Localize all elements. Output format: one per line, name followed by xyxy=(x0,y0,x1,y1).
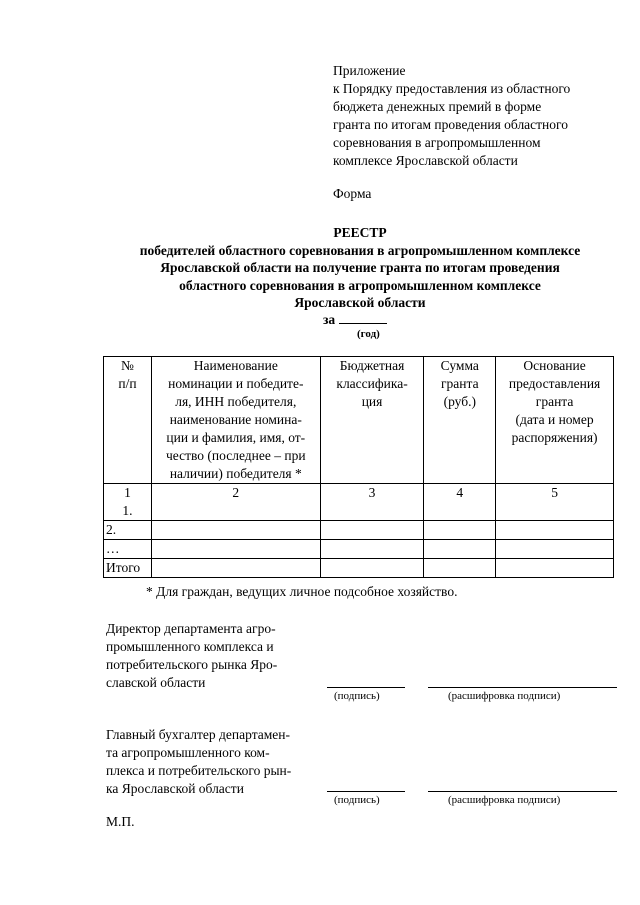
table-cell: 4 xyxy=(424,484,496,521)
title-line: Ярославской области xyxy=(294,295,426,310)
footnote: * Для граждан, ведущих личное подсобное хозяйство. xyxy=(146,584,458,599)
signatory-director: Директор департамента агро- промышленного комплекса и потребительского рынка Яро- славской области xyxy=(106,621,278,690)
table-cell: 2. xyxy=(104,521,152,540)
appendix-line: бюджета денежных премий в форме xyxy=(333,99,542,114)
signature-line xyxy=(327,687,405,688)
period-blank xyxy=(339,311,387,324)
appendix-line: соревнования в агропромышленном xyxy=(333,135,541,150)
header-cell-number: № п/п xyxy=(104,357,152,484)
table-row xyxy=(104,521,614,540)
signature-decode-caption: (расшифровка подписи) xyxy=(448,794,561,806)
period-caption: (год) xyxy=(357,328,380,340)
table-cell xyxy=(496,521,614,540)
table-cell xyxy=(320,559,424,578)
table-cell xyxy=(424,559,496,578)
signature-decode-line xyxy=(428,687,617,688)
table-row xyxy=(104,484,614,521)
title-line: победителей областного соревнования в агропромышленном комплексе xyxy=(139,242,581,258)
signature-decode-caption: (расшифровка подписи) xyxy=(448,690,561,702)
table-cell: 3 xyxy=(320,484,424,521)
period-prefix: за xyxy=(323,312,336,327)
header-cell-grant-amount: Сумма гранта (руб.) xyxy=(424,357,496,484)
table-cell xyxy=(320,540,424,559)
table-cell: 5 xyxy=(496,484,614,521)
signatory-chief-accountant: Главный бухгалтер департамен- та агропромышленного ком- плекса и потребительского рын- ка Ярославской области xyxy=(106,727,292,796)
header-cell-budget-classification: Бюджетная классифика- ция xyxy=(320,357,424,484)
header-cell-basis: Основание предоставления гранта (дата и номер распоряжения) xyxy=(496,357,614,484)
title-heading: РЕЕСТР xyxy=(333,225,387,240)
appendix-line: Приложение xyxy=(333,63,406,78)
table-cell xyxy=(151,521,320,540)
appendix-line: к Порядку предоставления из областного xyxy=(333,81,571,96)
registry-table xyxy=(103,356,614,578)
signature-decode-line xyxy=(428,791,617,792)
title-line: Ярославской области на получение гранта по итогам проведения xyxy=(160,260,560,275)
signature-caption: (подпись) xyxy=(334,690,380,702)
stamp-label: М.П. xyxy=(106,814,135,829)
table-cell xyxy=(424,521,496,540)
table-cell xyxy=(151,540,320,559)
appendix-line: комплексе Ярославской области xyxy=(333,153,518,168)
form-label: Форма xyxy=(333,186,372,201)
table-cell xyxy=(496,540,614,559)
table-cell: … xyxy=(104,540,152,559)
document-title xyxy=(100,224,620,312)
signature-line xyxy=(327,791,405,792)
table-row xyxy=(104,540,614,559)
table-cell xyxy=(424,540,496,559)
table-cell: Итого xyxy=(104,559,152,578)
period-line xyxy=(323,311,387,328)
table-cell xyxy=(320,521,424,540)
title-line: областного соревнования в агропромышленном комплексе xyxy=(179,277,541,293)
table-cell: 2 xyxy=(151,484,320,521)
table-cell xyxy=(151,559,320,578)
appendix-note xyxy=(333,62,623,170)
table-cell xyxy=(496,559,614,578)
table-row-total xyxy=(104,559,614,578)
header-cell-nomination: Наименование номинации и победите- ля, ИНН победителя, наименование номина- ции и фамилия, имя, от- чество (последнее – при наличии) победителя * xyxy=(151,357,320,484)
signature-caption: (подпись) xyxy=(334,794,380,806)
appendix-line: гранта по итогам проведения областного xyxy=(333,117,568,132)
table-header-row xyxy=(104,357,614,484)
table-cell: 1 1. xyxy=(104,484,152,521)
